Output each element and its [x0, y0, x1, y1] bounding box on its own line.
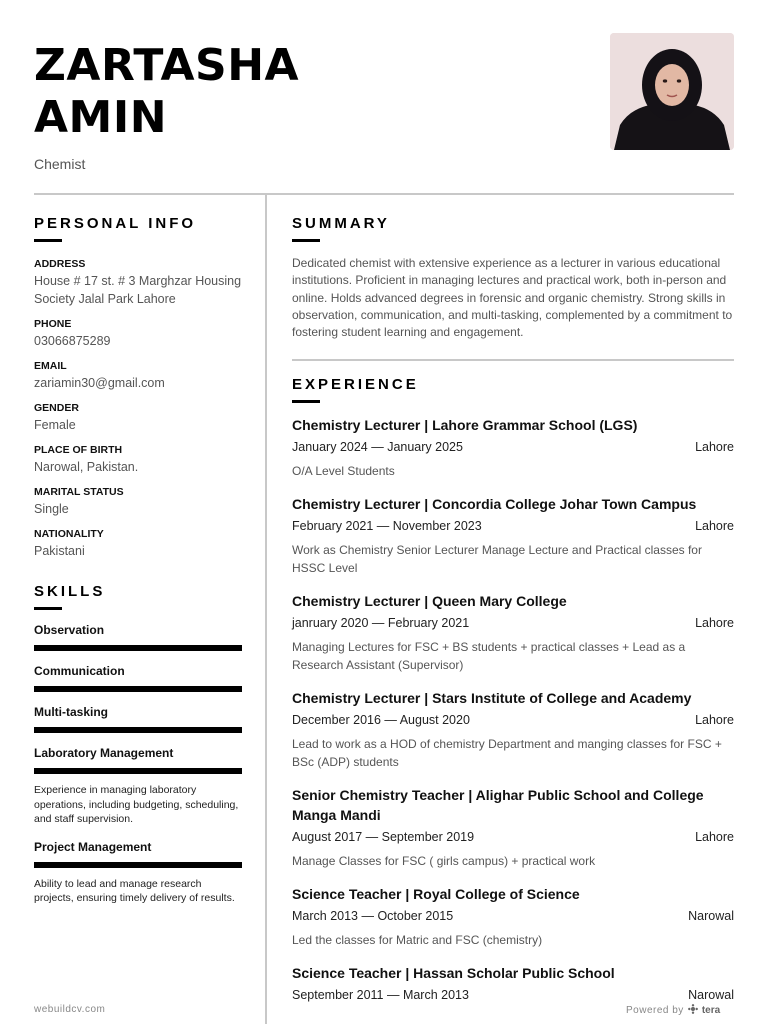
- job-location: Lahore: [695, 830, 734, 845]
- job-entry: [292, 688, 734, 771]
- job-title: Chemist: [34, 156, 86, 172]
- job-dates: December 2016 — August 2020: [292, 713, 470, 728]
- skill-name: Laboratory Management: [34, 746, 174, 760]
- job-dates: March 2013 — October 2015: [292, 909, 454, 924]
- right-column: [292, 215, 734, 1002]
- summary-heading: SUMMARY: [292, 215, 390, 232]
- name-last: AMIN: [34, 92, 168, 143]
- footer-website-link[interactable]: webuildcv.com: [34, 1004, 106, 1015]
- job-dates: janruary 2020 — February 2021: [292, 616, 470, 631]
- header-divider: [34, 193, 734, 195]
- job-entry-title: Chemistry Lecturer | Lahore Grammar School (LGS): [292, 417, 638, 434]
- powered-by-text: Powered by: [626, 1005, 684, 1016]
- job-entry-title: Science Teacher | Royal College of Science: [292, 886, 580, 903]
- job-meta: [292, 616, 734, 630]
- nationality-label: NATIONALITY: [34, 528, 104, 540]
- left-column: [34, 215, 242, 906]
- job-location: Lahore: [695, 713, 734, 728]
- address-label: ADDRESS: [34, 258, 86, 270]
- summary-section: [292, 215, 734, 341]
- job-dates: August 2017 — September 2019: [292, 830, 475, 845]
- skill-level-bar: [34, 862, 242, 868]
- skill-level-bar: [34, 645, 242, 651]
- candidate-name: [34, 40, 299, 144]
- job-description: Manage Classes for FSC ( girls campus) + practical work: [292, 854, 596, 869]
- email-label: EMAIL: [34, 360, 67, 372]
- job-entry-title: Chemistry Lecturer | Concordia College Johar Town Campus: [292, 496, 697, 513]
- tera-brand: tera: [701, 1005, 721, 1016]
- gender-value: Female: [34, 418, 76, 432]
- job-entry-title: Senior Chemistry Teacher | Alighar Public School and College Manga Mandi: [292, 787, 704, 824]
- phone-label: PHONE: [34, 318, 72, 330]
- job-entry: [292, 963, 734, 1002]
- job-meta: [292, 713, 734, 727]
- nationality-value: Pakistani: [34, 544, 85, 558]
- job-entry: [292, 415, 734, 480]
- job-description: Lead to work as a HOD of chemistry Department and manging classes for FSC + BSc (ADP) students: [292, 737, 722, 770]
- job-entry: [292, 494, 734, 577]
- personal-info-section: [34, 215, 242, 560]
- job-meta: [292, 909, 734, 923]
- personal-info-heading: PERSONAL INFO: [34, 215, 197, 232]
- heading-underline: [292, 400, 320, 403]
- skill-level-bar: [34, 768, 242, 774]
- skill-level-bar: [34, 686, 242, 692]
- job-entry-title: Science Teacher | Hassan Scholar Public School: [292, 965, 615, 982]
- job-description: Led the classes for Matric and FSC (chemistry): [292, 933, 543, 948]
- skill-description: Experience in managing laboratory operations, including budgeting, scheduling, and staff supervision.: [34, 784, 239, 825]
- job-dates: February 2021 — November 2023: [292, 519, 482, 534]
- skill-name: Multi-tasking: [34, 705, 108, 719]
- job-meta: [292, 830, 734, 844]
- address-value: House # 17 st. # 3 Marghzar Housing Society Jalal Park Lahore: [34, 274, 242, 306]
- heading-underline: [292, 239, 320, 242]
- tera-logo-icon: [688, 1004, 698, 1017]
- skill-name: Observation: [34, 623, 105, 637]
- skills-heading: SKILLS: [34, 583, 106, 600]
- job-dates: September 2011 — March 2013: [292, 988, 469, 1003]
- place-of-birth-label: PLACE OF BIRTH: [34, 444, 123, 456]
- job-dates: January 2024 — January 2025: [292, 440, 463, 455]
- job-location: Lahore: [695, 440, 734, 455]
- email-value: zariamin30@gmail.com: [34, 376, 165, 390]
- job-location: Narowal: [688, 909, 734, 924]
- job-description: Managing Lectures for FSC + BS students + practical classes + Lead as a Research Assistant (Supervisor): [292, 640, 686, 673]
- experience-section: [292, 376, 734, 1002]
- profile-photo-image: [610, 33, 734, 150]
- job-meta: [292, 988, 734, 1002]
- job-entry-title: Chemistry Lecturer | Stars Institute of College and Academy: [292, 690, 692, 707]
- job-meta: [292, 440, 734, 454]
- job-entry-title: Chemistry Lecturer | Queen Mary College: [292, 593, 567, 610]
- footer-powered-by[interactable]: [626, 1004, 720, 1017]
- phone-value: 03066875289: [34, 334, 111, 348]
- profile-photo: [610, 33, 734, 150]
- job-meta: [292, 519, 734, 533]
- marital-status-value: Single: [34, 502, 69, 516]
- name-first: ZARTASHA: [34, 40, 300, 91]
- summary-text: Dedicated chemist with extensive experience as a lecturer in various educational institutions. Proficient in managing lectures and practical work, both in-person and online. Holds advanced degrees in forensic and organic chemistry. Strong skills in observation, communication, and multi-tasking, complemented by a commitment to fostering student learning and engagement.: [292, 256, 733, 340]
- section-divider: [292, 359, 734, 361]
- column-divider: [265, 195, 267, 1024]
- skill-name: Project Management: [34, 839, 152, 854]
- job-description: Work as Chemistry Senior Lecturer Manage Lecture and Practical classes for HSSC Level: [292, 543, 702, 576]
- heading-underline: [34, 607, 62, 610]
- job-location: Narowal: [688, 988, 734, 1003]
- skill-name: Communication: [34, 664, 125, 678]
- place-of-birth-value: Narowal, Pakistan.: [34, 460, 139, 474]
- experience-heading: EXPERIENCE: [292, 376, 419, 394]
- job-entry: [292, 591, 734, 674]
- skills-section: [34, 583, 242, 906]
- job-entry: [292, 785, 734, 870]
- marital-status-label: MARITAL STATUS: [34, 486, 124, 498]
- job-location: Lahore: [695, 519, 734, 534]
- job-location: Lahore: [695, 616, 734, 631]
- skill-level-bar: [34, 727, 242, 733]
- skill-description: Ability to lead and manage research projects, ensuring timely delivery of results.: [34, 877, 235, 904]
- job-entry: [292, 884, 734, 949]
- job-description: O/A Level Students: [292, 464, 395, 479]
- gender-label: GENDER: [34, 402, 79, 414]
